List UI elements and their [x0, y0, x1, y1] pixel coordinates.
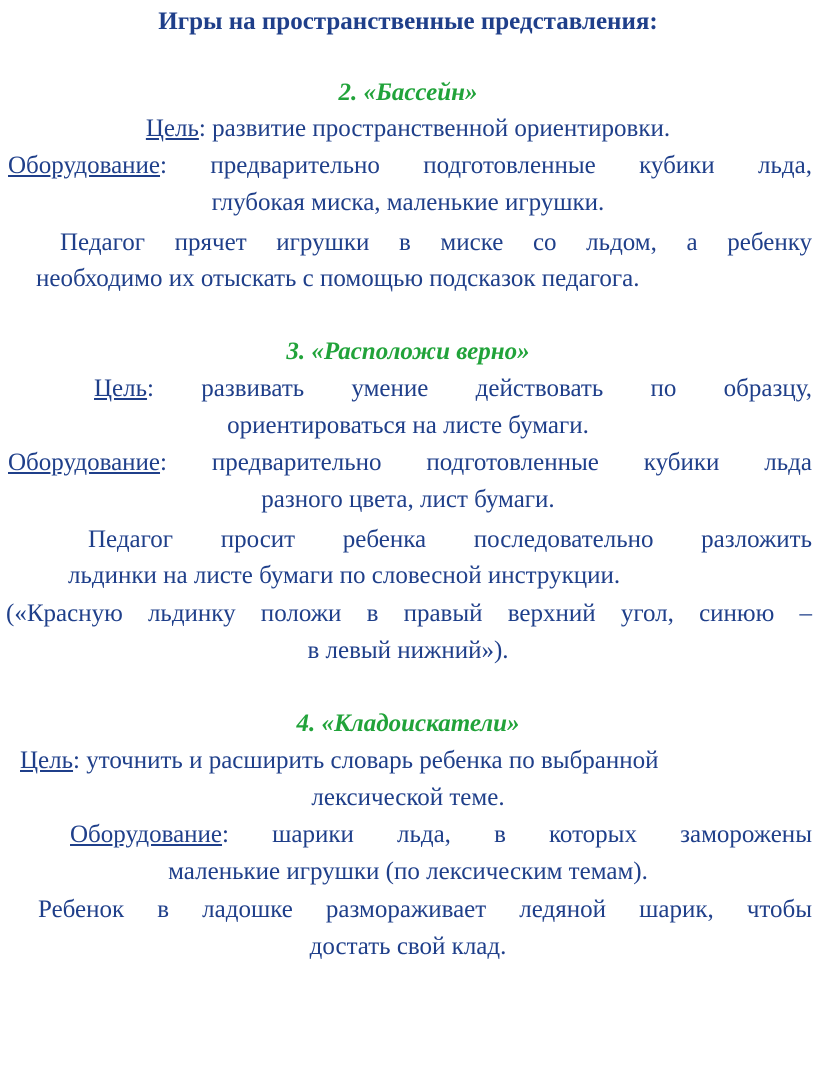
game-4-equipment-line-1	[70, 817, 812, 853]
game-4-goal-line-2: лексической теме.	[311, 784, 505, 811]
game-2-equipment-line-2: глубокая миска, маленькие игрушки.	[211, 189, 605, 216]
equipment-label: Оборудование	[8, 152, 161, 179]
equipment-text: : шарики льда, в которых заморожены	[222, 821, 812, 848]
game-2-description-line-2: необходимо их отыскать с помощью подсказок педагога.	[36, 265, 640, 292]
game-3-description-line-2: льдинки на листе бумаги по словесной инструкции.	[68, 562, 621, 589]
goal-label: Цель	[145, 115, 199, 142]
goal-text: : развивать умение действовать по образцу,	[147, 375, 812, 402]
game-3-description-line-4: в левый нижний»).	[307, 637, 509, 664]
page-title: Игры на пространственные представления:	[158, 8, 658, 35]
goal-text: : развитие пространственной ориентировки.	[198, 115, 671, 142]
equipment-text: : предварительно подготовленные кубики льда	[160, 449, 812, 476]
game-3-equipment-line-1	[8, 445, 812, 481]
game-4-equipment-line-2: маленькие игрушки (по лексическим темам).	[168, 858, 648, 885]
goal-text: : уточнить и расширить словарь ребенка по выбранной	[73, 747, 659, 774]
game-2-title: 2. «Бассейн»	[338, 79, 478, 106]
game-2-goal	[0, 111, 816, 147]
game-3-description-line-3: («Красную льдинку положи в правый верхний угол, синюю –	[6, 600, 812, 627]
game-4-title: 4. «Кладоискатели»	[296, 710, 520, 737]
equipment-text: : предварительно подготовленные кубики льда,	[160, 152, 812, 179]
game-3-title: 3. «Расположи верно»	[286, 338, 530, 365]
goal-label: Цель	[20, 747, 74, 774]
game-3-goal-line-1	[94, 371, 812, 407]
game-3-equipment-line-2: разного цвета, лист бумаги.	[261, 486, 555, 513]
game-4-description-line-2: достать свой клад.	[309, 933, 507, 960]
equipment-label: Оборудование	[8, 449, 161, 476]
game-3-goal-line-2: ориентироваться на листе бумаги.	[227, 412, 589, 439]
equipment-label: Оборудование	[70, 821, 223, 848]
game-3-description-line-1: Педагог просит ребенка последовательно разложить	[88, 526, 812, 553]
game-2-equipment-line-1	[8, 148, 812, 184]
goal-label: Цель	[94, 375, 148, 402]
game-4-description-line-1: Ребенок в ладошке размораживает ледяной шарик, чтобы	[38, 896, 812, 923]
game-4-goal-line-1	[20, 743, 816, 779]
game-2-description-line-1: Педагог прячет игрушки в миске со льдом, а ребенку	[60, 229, 812, 256]
